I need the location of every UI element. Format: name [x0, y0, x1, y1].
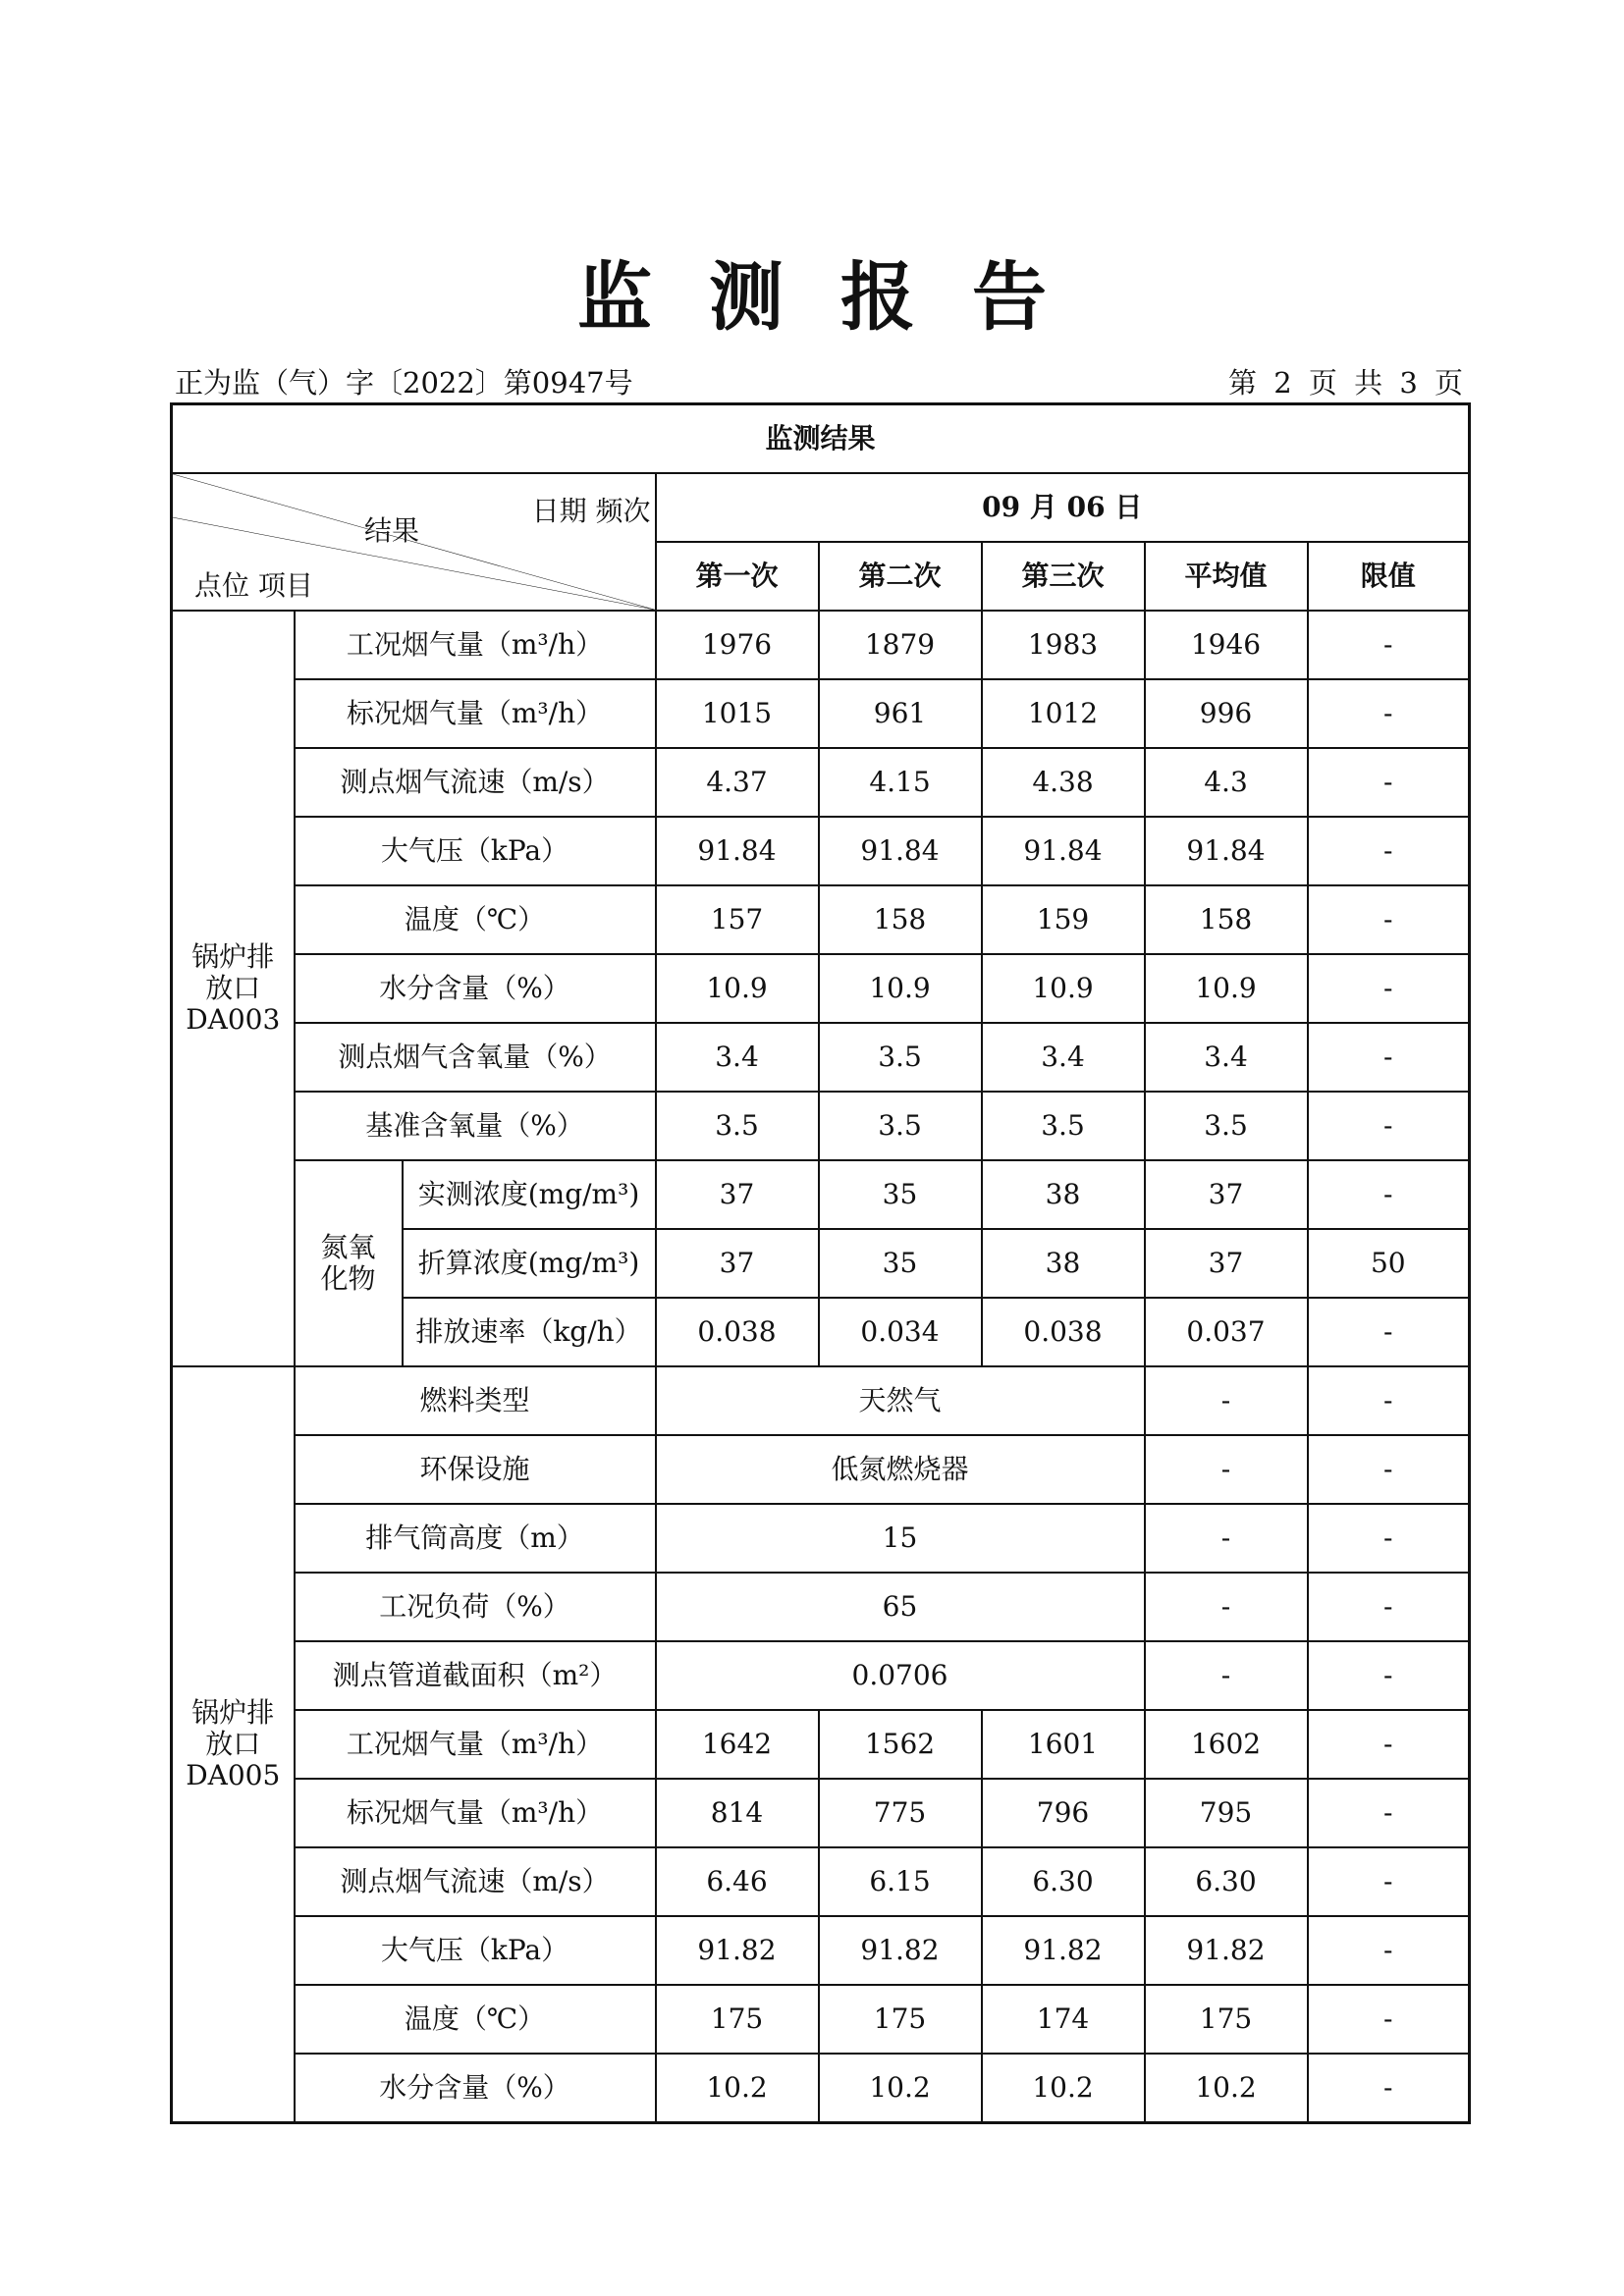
row-label: 标况烟气量（m³/h）: [295, 1779, 656, 1847]
cell-limit: -: [1308, 885, 1470, 954]
cell-value: 10.2: [656, 2054, 819, 2123]
date-frequency-label: 日期 频次: [531, 495, 651, 527]
table-row: [172, 1366, 1470, 1435]
cell-value: 10.9: [656, 954, 819, 1023]
document-number: 正为监（气）字〔2022〕第0947号: [175, 366, 633, 400]
cell-value: 35: [819, 1229, 982, 1298]
cell-value: 37: [656, 1160, 819, 1229]
cell-value: -: [1145, 1366, 1308, 1435]
table-row: [172, 1435, 1470, 1504]
col-header-limit: 限值: [1308, 542, 1470, 611]
cell-value: 961: [819, 679, 982, 748]
cell-value: 1879: [819, 611, 982, 679]
table-row: [172, 1023, 1470, 1092]
cell-value: 3.4: [656, 1023, 819, 1092]
cell-limit: -: [1308, 611, 1470, 679]
table-row: [172, 611, 1470, 679]
table-row: [172, 1847, 1470, 1916]
cell-value: 10.2: [1145, 2054, 1308, 2123]
cell-value: -: [1145, 1573, 1308, 1641]
col-header-first: 第一次: [656, 542, 819, 611]
result-label: 结果: [364, 514, 420, 547]
row-label: 工况烟气量（m³/h）: [295, 611, 656, 679]
row-label: 测点烟气流速（m/s）: [295, 1847, 656, 1916]
cell-value: 3.5: [1145, 1092, 1308, 1160]
cell-value: 37: [656, 1229, 819, 1298]
info-value: 天然气: [656, 1366, 1145, 1435]
table-row: [172, 817, 1470, 885]
section-title: 监测结果: [172, 404, 1470, 474]
cell-value: -: [1145, 1641, 1308, 1710]
cell-value: 0.034: [819, 1298, 982, 1366]
info-value: 低氮燃烧器: [656, 1435, 1145, 1504]
col-header-average: 平均值: [1145, 542, 1308, 611]
nox-name-line: 化物: [320, 1262, 376, 1295]
table-row: [172, 1160, 1470, 1229]
cell-value: 796: [982, 1779, 1145, 1847]
row-label: 工况烟气量（m³/h）: [295, 1710, 656, 1779]
cell-limit: -: [1308, 1641, 1470, 1710]
cell-value: 1946: [1145, 611, 1308, 679]
cell-value: 174: [982, 1985, 1145, 2054]
cell-value: 1562: [819, 1710, 982, 1779]
cell-value: 91.82: [819, 1916, 982, 1985]
cell-value: 175: [819, 1985, 982, 2054]
table-row: [172, 1573, 1470, 1641]
cell-value: 1976: [656, 611, 819, 679]
cell-value: 4.37: [656, 748, 819, 817]
cell-value: 3.4: [982, 1023, 1145, 1092]
cell-value: 1015: [656, 679, 819, 748]
cell-value: 10.9: [1145, 954, 1308, 1023]
cell-value: 10.9: [982, 954, 1145, 1023]
cell-limit: -: [1308, 1366, 1470, 1435]
nox-group-label: [295, 1160, 403, 1366]
cell-value: 814: [656, 1779, 819, 1847]
cell-value: 6.30: [1145, 1847, 1308, 1916]
cell-value: 4.38: [982, 748, 1145, 817]
point-name-line: DA005: [186, 1759, 281, 1792]
row-label: 温度（℃）: [295, 885, 656, 954]
cell-limit: -: [1308, 1023, 1470, 1092]
cell-limit: -: [1308, 748, 1470, 817]
cell-limit: -: [1308, 1847, 1470, 1916]
table-row: [172, 1504, 1470, 1573]
point-name-line: DA003: [186, 1003, 281, 1037]
row-label: 温度（℃）: [295, 1985, 656, 2054]
monitoring-point-da003: [172, 611, 295, 1366]
cell-value: 0.038: [982, 1298, 1145, 1366]
cell-value: 10.2: [982, 2054, 1145, 2123]
table-row: [172, 1641, 1470, 1710]
row-label: 环保设施: [295, 1435, 656, 1504]
row-label: 大气压（kPa）: [295, 1916, 656, 1985]
table-row: [172, 1916, 1470, 1985]
info-value: 15: [656, 1504, 1145, 1573]
cell-value: 1601: [982, 1710, 1145, 1779]
row-label: 测点烟气含氧量（%）: [295, 1023, 656, 1092]
table-row: [172, 1710, 1470, 1779]
cell-value: 795: [1145, 1779, 1308, 1847]
point-name-line: 锅炉排: [191, 1695, 275, 1729]
cell-value: 0.037: [1145, 1298, 1308, 1366]
table-row: [172, 1985, 1470, 2054]
cell-limit: -: [1308, 1779, 1470, 1847]
cell-limit: -: [1308, 1092, 1470, 1160]
cell-value: 158: [1145, 885, 1308, 954]
cell-value: 91.84: [1145, 817, 1308, 885]
row-label: 排放速率（kg/h）: [403, 1298, 656, 1366]
point-name-line: 锅炉排: [191, 939, 275, 973]
nox-name-line: 氮氧: [320, 1230, 376, 1263]
cell-value: 1012: [982, 679, 1145, 748]
cell-limit: -: [1308, 1573, 1470, 1641]
cell-value: 996: [1145, 679, 1308, 748]
cell-limit: -: [1308, 817, 1470, 885]
cell-value: 1983: [982, 611, 1145, 679]
cell-value: -: [1145, 1504, 1308, 1573]
cell-value: 91.82: [656, 1916, 819, 1985]
cell-value: 91.84: [819, 817, 982, 885]
cell-limit: -: [1308, 1504, 1470, 1573]
point-name-line: 放口: [205, 1727, 261, 1760]
table-row: [172, 1779, 1470, 1847]
cell-limit: -: [1308, 954, 1470, 1023]
cell-limit: -: [1308, 679, 1470, 748]
cell-value: 38: [982, 1229, 1145, 1298]
table-row: [172, 885, 1470, 954]
cell-value: 1602: [1145, 1710, 1308, 1779]
cell-value: 37: [1145, 1160, 1308, 1229]
table-row: [172, 748, 1470, 817]
cell-value: 4.15: [819, 748, 982, 817]
cell-value: 10.2: [819, 2054, 982, 2123]
row-label: 水分含量（%）: [295, 954, 656, 1023]
col-header-second: 第二次: [819, 542, 982, 611]
monitoring-results-table: [170, 402, 1471, 2124]
cell-limit: 50: [1308, 1229, 1470, 1298]
cell-value: 3.5: [982, 1092, 1145, 1160]
cell-value: 6.30: [982, 1847, 1145, 1916]
point-item-label: 点位 项目: [194, 568, 313, 602]
cell-value: 175: [1145, 1985, 1308, 2054]
row-label: 排气筒高度（m）: [295, 1504, 656, 1573]
cell-value: -: [1145, 1435, 1308, 1504]
cell-value: 0.038: [656, 1298, 819, 1366]
row-label: 基准含氧量（%）: [295, 1092, 656, 1160]
cell-value: 175: [656, 1985, 819, 2054]
cell-limit: -: [1308, 1160, 1470, 1229]
col-header-third: 第三次: [982, 542, 1145, 611]
table-row: [172, 2054, 1470, 2123]
info-value: 65: [656, 1573, 1145, 1641]
cell-limit: -: [1308, 1710, 1470, 1779]
cell-value: 3.4: [1145, 1023, 1308, 1092]
cell-limit: -: [1308, 2054, 1470, 2123]
cell-value: 4.3: [1145, 748, 1308, 817]
cell-value: 38: [982, 1160, 1145, 1229]
cell-value: 3.5: [819, 1092, 982, 1160]
row-label: 测点烟气流速（m/s）: [295, 748, 656, 817]
cell-value: 91.82: [1145, 1916, 1308, 1985]
cell-value: 3.5: [819, 1023, 982, 1092]
row-label: 工况负荷（%）: [295, 1573, 656, 1641]
page-indicator: 第 2 页 共 3 页: [1228, 366, 1467, 400]
cell-value: 6.15: [819, 1847, 982, 1916]
row-label: 测点管道截面积（m²）: [295, 1641, 656, 1710]
cell-value: 775: [819, 1779, 982, 1847]
cell-value: 91.84: [982, 817, 1145, 885]
table-row: [172, 679, 1470, 748]
table-row: [172, 1092, 1470, 1160]
cell-value: 159: [982, 885, 1145, 954]
cell-value: 91.82: [982, 1916, 1145, 1985]
row-label: 标况烟气量（m³/h）: [295, 679, 656, 748]
cell-value: 3.5: [656, 1092, 819, 1160]
cell-limit: -: [1308, 1298, 1470, 1366]
row-label: 大气压（kPa）: [295, 817, 656, 885]
cell-limit: -: [1308, 1985, 1470, 2054]
point-name-line: 放口: [205, 971, 261, 1004]
cell-value: 6.46: [656, 1847, 819, 1916]
date-header: 09 月 06 日: [656, 473, 1470, 542]
cell-value: 10.9: [819, 954, 982, 1023]
cell-value: 157: [656, 885, 819, 954]
row-label: 折算浓度(mg/m³): [403, 1229, 656, 1298]
cell-value: 158: [819, 885, 982, 954]
cell-limit: -: [1308, 1435, 1470, 1504]
diagonal-header-cell: [172, 473, 656, 611]
row-label: 燃料类型: [295, 1366, 656, 1435]
cell-value: 35: [819, 1160, 982, 1229]
monitoring-point-da005: [172, 1366, 295, 2123]
row-label: 实测浓度(mg/m³): [403, 1160, 656, 1229]
row-label: 水分含量（%）: [295, 2054, 656, 2123]
cell-value: 1642: [656, 1710, 819, 1779]
page-title: 监测报告: [577, 253, 1104, 341]
cell-value: 37: [1145, 1229, 1308, 1298]
info-value: 0.0706: [656, 1641, 1145, 1710]
cell-value: 91.84: [656, 817, 819, 885]
cell-limit: -: [1308, 1916, 1470, 1985]
table-row: [172, 954, 1470, 1023]
